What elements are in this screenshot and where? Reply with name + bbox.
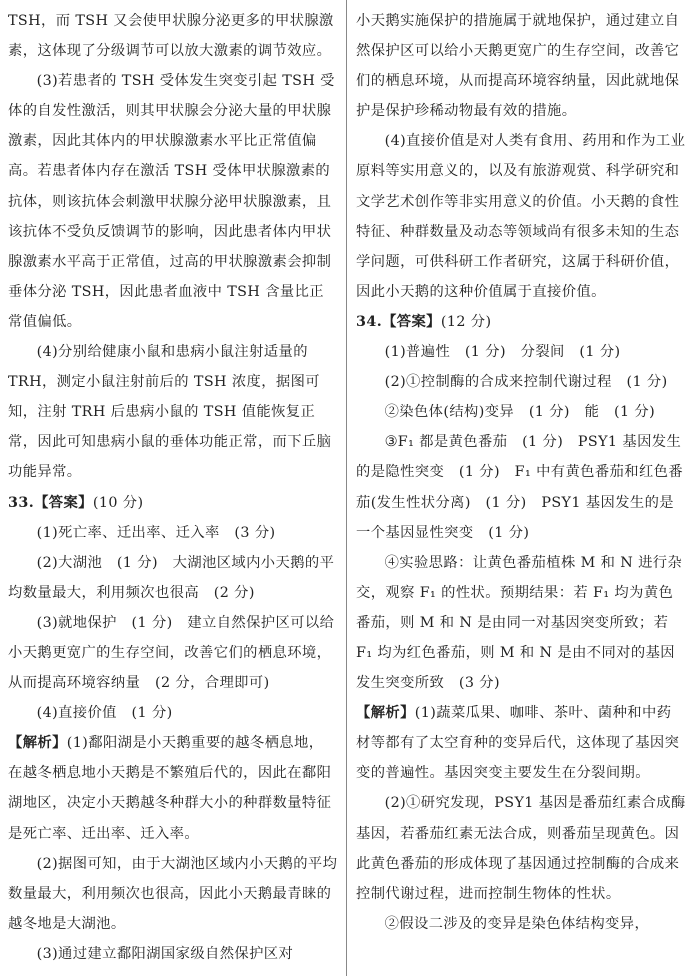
left-paragraph <box>8 488 338 518</box>
right-paragraph <box>356 6 686 126</box>
left-paragraph <box>8 518 338 548</box>
paragraph-text: 小天鹅实施保护的措施属于就地保护，通过建立自然保护区可以给小天鹅更宽广的生存空间，改善它们的栖息环境，从而提高环境容纳量，因此就地保护是保护珍稀动物最有效的措施。 <box>356 13 680 120</box>
paragraph-text: (1)鄱阳湖是小天鹅重要的越冬栖息地，在越冬栖息地小天鹅是不繁殖后代的，因此在鄱阳湖地区，决定小天鹅越冬种群大小的种群数量特征是死亡率、迁出率、迁入率。 <box>8 735 332 842</box>
paragraph-text: ④实验思路：让黄色番茄植株 M 和 N 进行杂交，观察 F₁ 的性状。预期结果：若 F₁ 均为黄色番茄，则 M 和 N 是由同一对基因突变所致；若 F₁ 均为红色番茄，则 M 和 N 是由不同对的基因发生突变所致 (3 分) <box>356 554 683 692</box>
right-paragraph <box>356 427 686 547</box>
right-paragraph <box>356 367 686 397</box>
right-column <box>356 6 686 939</box>
paragraph-text: ③F₁ 都是黄色番茄 (1 分) PSY1 基因发生的是隐性突变 (1 分) F₁ 中有黄色番茄和红色番茄(发生性状分离) (1 分) PSY1 基因发生的是一个基因显性突变 (1 分) <box>356 434 684 541</box>
left-paragraph <box>8 849 338 939</box>
left-paragraph <box>8 6 338 66</box>
left-paragraph <box>8 548 338 608</box>
right-paragraph <box>356 548 686 698</box>
paragraph-text: (1)普遍性 (1 分) 分裂间 (1 分) <box>384 344 621 361</box>
question-number: 33. <box>8 494 35 511</box>
section-tag: 【解析】 <box>8 735 67 752</box>
paragraph-text: (1)死亡率、迁出率、迁入率 (3 分) <box>36 524 276 541</box>
paragraph-text: TSH，而 TSH 又会使甲状腺分泌更多的甲状腺激素，这体现了分级调节可以放大激素的调节效应。 <box>8 13 334 60</box>
right-paragraph <box>356 909 686 939</box>
left-paragraph <box>8 608 338 698</box>
paragraph-text: (2)①控制酶的合成来控制代谢过程 (1 分) <box>384 374 668 391</box>
right-paragraph <box>356 307 686 337</box>
right-paragraph <box>356 397 686 427</box>
paragraph-text: (4)直接价值是对人类有食用、药用和作为工业原料等实用意义的，以及有旅游观赏、科学研究和文学艺术创作等非实用意义的价值。小天鹅的食性特征、种群数量及动态等领域尚有很多未知的生态学问题，可供科研工作者研究，这属于科研价值，因此小天鹅的这种价值属于直接价值。 <box>356 133 686 300</box>
left-column <box>8 6 338 969</box>
paragraph-text: (4)分别给健康小鼠和患病小鼠注射适量的 TRH，测定小鼠注射前后的 TSH 浓度，据图可知，注射 TRH 后患病小鼠的 TSH 值能恢复正常，因此可知患病小鼠的垂体功能正常，而下丘脑功能异常。 <box>8 344 332 481</box>
right-paragraph <box>356 126 686 307</box>
left-paragraph <box>8 337 338 487</box>
column-divider <box>346 0 347 976</box>
paragraph-text: (12 分) <box>440 313 492 330</box>
paragraph-text: (1)蔬菜瓜果、咖啡、茶叶、菌种和中药材等都有了太空育种的变异后代，这体现了基因突变的普遍性。基因突变主要发生在分裂间期。 <box>356 705 680 782</box>
paragraph-text: (3)通过建立鄱阳湖国家级自然保护区对 <box>36 945 294 962</box>
left-paragraph <box>8 728 338 848</box>
paragraph-text: (2)大湖池 (1 分) 大湖池区域内小天鹅的平均数量最大，利用频次也很高 (2 分) <box>8 554 335 601</box>
section-tag: 【答案】 <box>382 313 441 330</box>
paragraph-text: (4)直接价值 (1 分) <box>36 705 173 722</box>
right-paragraph <box>356 698 686 788</box>
paragraph-text: ②假设二涉及的变异是染色体结构变异， <box>384 915 650 932</box>
section-tag: 【答案】 <box>34 494 93 511</box>
paragraph-text: (10 分) <box>92 494 144 511</box>
right-paragraph <box>356 788 686 908</box>
left-paragraph <box>8 698 338 728</box>
paragraph-text: ②染色体(结构)变异 (1 分) 能 (1 分) <box>384 404 656 421</box>
section-tag: 【解析】 <box>356 705 415 722</box>
right-paragraph <box>356 337 686 367</box>
paragraph-text: (2)据图可知，由于大湖池区域内小天鹅的平均数量最大，利用频次也很高，因此小天鹅最青睐的越冬地是大湖池。 <box>8 855 338 932</box>
left-paragraph <box>8 66 338 337</box>
left-paragraph <box>8 939 338 969</box>
paragraph-text: (2)①研究发现，PSY1 基因是番茄红素合成酶基因，若番茄红素无法合成，则番茄呈现黄色。因此黄色番茄的形成体现了基因通过控制酶的合成来控制代谢过程，进而控制生物体的性状。 <box>356 795 686 902</box>
question-number: 34. <box>356 313 383 330</box>
paragraph-text: (3)就地保护 (1 分) 建立自然保护区可以给小天鹅更宽广的生存空间，改善它们的栖息环境，从而提高环境容纳量 (2 分，合理即可) <box>8 614 335 692</box>
paragraph-text: (3)若患者的 TSH 受体发生突变引起 TSH 受体的自发性激活，则其甲状腺会分泌大量的甲状腺激素，因此其体内的甲状腺激素水平比正常值偏高。若患者体内存在激活 TSH 受体甲状腺激素的抗体，则该抗体会刺激甲状腺分泌甲状腺激素，且该抗体不受负反馈调节的影响，因此患者体内甲状腺激素水平高于正常值，过高的甲状腺激素会抑制垂体分泌 TSH，因此患者血液中 TSH 含量比正常值偏低。 <box>8 73 335 330</box>
